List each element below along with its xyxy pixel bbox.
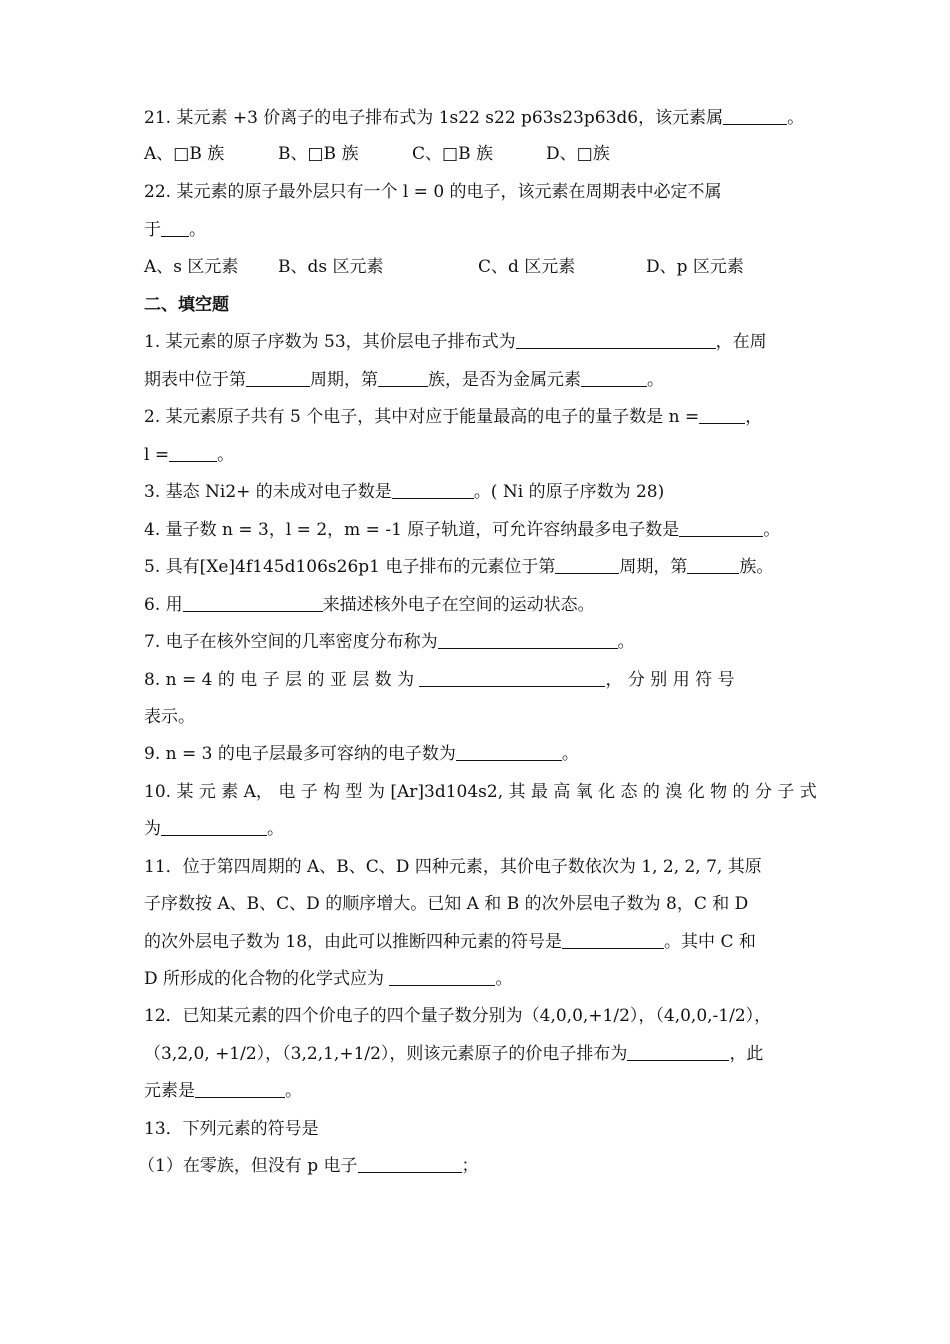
- question-21: [144, 106, 804, 130]
- punctuation: ；: [461, 1156, 479, 1176]
- option-b: B、ds 区元素: [278, 257, 384, 277]
- answer-blank[interactable]: [555, 555, 619, 574]
- punctuation: 。: [561, 744, 579, 764]
- question-12-line1: 12．已知某元素的四个价电子的四个量子数分别为（4,0,0,+1/2），（4,0,0,-1/2），: [144, 1006, 772, 1026]
- question-13-sub1: [138, 1154, 479, 1178]
- question-8-text: 8. n = 4 的 电 子 层 的 亚 层 数 为: [144, 670, 415, 690]
- answer-blank[interactable]: [169, 443, 217, 462]
- punctuation: 。: [495, 969, 513, 989]
- answer-blank[interactable]: [723, 106, 787, 125]
- text: 族。: [739, 557, 774, 577]
- text: D 所形成的化合物的化学式应为: [144, 969, 385, 989]
- text: 表示。: [144, 707, 195, 727]
- question-7: [144, 630, 635, 654]
- question-10-cont: [144, 817, 284, 841]
- section-heading: 二、填空题: [144, 295, 229, 315]
- punctuation: 。: [267, 819, 284, 839]
- question-1-text: 1. 某元素的原子序数为 53，其价层电子排布式为: [144, 332, 516, 352]
- text: （3,2,0, +1/2），（3,2,1,+1/2），则该元素原子的价电子排布为: [144, 1044, 628, 1064]
- question-1-text-end: ，在周: [715, 332, 767, 352]
- question-22: [144, 180, 722, 204]
- question-7-text: 7. 电子在核外空间的几率密度分布称为: [144, 632, 438, 652]
- question-5-text: 5. 具有[Xe]4f145d106s26p1 电子排布的元素位于第: [144, 557, 556, 577]
- option-c: C、d 区元素: [478, 257, 576, 277]
- punctuation: 。: [189, 220, 206, 240]
- question-6: [144, 593, 595, 617]
- answer-blank[interactable]: [389, 967, 495, 986]
- question-22-text: 22. 某元素的原子最外层只有一个 l = 0 的电子，该元素在周期表中必定不属: [144, 182, 722, 202]
- answer-blank[interactable]: [378, 368, 428, 387]
- question-10: [144, 780, 817, 804]
- question-13: 13．下列元素的符号是: [144, 1119, 319, 1139]
- option-b: B、□B 族: [278, 144, 359, 164]
- answer-blank[interactable]: [183, 593, 323, 612]
- question-21-options: [144, 142, 610, 166]
- question-4-text: 4. 量子数 n = 3，l = 2，m = -1 原子轨道，可允许容纳最多电子数是: [144, 520, 680, 540]
- answer-blank[interactable]: [581, 368, 647, 387]
- answer-blank[interactable]: [687, 555, 739, 574]
- text: 族，是否为金属元素: [428, 370, 581, 390]
- answer-blank[interactable]: [195, 1079, 285, 1098]
- question-3: [144, 480, 664, 504]
- question-11-line3: [144, 930, 756, 954]
- answer-blank[interactable]: [161, 817, 267, 836]
- option-c: C、□B 族: [412, 144, 493, 164]
- question-11-line4: [144, 967, 512, 991]
- answer-blank[interactable]: [392, 480, 474, 499]
- answer-blank[interactable]: [627, 1042, 729, 1061]
- question-1-cont: [144, 368, 664, 392]
- text: （1）在零族，但没有 p 电子: [138, 1156, 358, 1176]
- question-12-line2: [144, 1042, 763, 1066]
- text: l =: [144, 445, 170, 465]
- answer-blank[interactable]: [358, 1154, 462, 1173]
- question-8-text-end: ， 分 别 用 符 号: [605, 670, 735, 690]
- question-11-line1: 11．位于第四周期的 A、B、C、D 四种元素，其价电子数依次为 1, 2, 2, 7, 其原: [144, 857, 762, 877]
- text: 期表中位于第: [144, 370, 246, 390]
- text: 的次外层电子数为 18，由此可以推断四种元素的符号是: [144, 932, 563, 952]
- text: 周期，第: [619, 557, 688, 577]
- question-22-cont: [144, 218, 206, 242]
- question-9: [144, 742, 579, 766]
- answer-blank[interactable]: [161, 218, 189, 237]
- answer-blank[interactable]: [679, 518, 763, 537]
- answer-blank[interactable]: [246, 368, 310, 387]
- question-3-text: 3. 基态 Ni2+ 的未成对电子数是: [144, 482, 392, 502]
- text: 元素是: [144, 1081, 195, 1101]
- question-2-cont: [144, 443, 234, 467]
- answer-blank[interactable]: [419, 668, 605, 687]
- answer-blank[interactable]: [699, 405, 745, 424]
- punctuation: 。: [617, 632, 635, 652]
- punctuation: 。: [787, 108, 805, 128]
- punctuation: ，: [745, 407, 763, 427]
- answer-blank[interactable]: [438, 630, 618, 649]
- punctuation: 。: [285, 1081, 302, 1101]
- punctuation: 。: [763, 520, 781, 540]
- question-22-options: [144, 255, 744, 279]
- option-a: A、s 区元素: [144, 257, 239, 277]
- question-5: [144, 555, 773, 579]
- question-2-text: 2. 某元素原子共有 5 个电子，其中对应于能量最高的电子的量子数是 n =: [144, 407, 700, 427]
- question-2: [144, 405, 762, 429]
- question-8-cont: [144, 705, 195, 729]
- question-1: [144, 330, 767, 354]
- question-9-text: 9. n = 3 的电子层最多可容纳的电子数为: [144, 744, 456, 764]
- question-12-line3: [144, 1079, 302, 1103]
- question-10-text: 10. 某 元 素 A， 电 子 构 型 为 [Ar]3d104s2, 其 最 高 氧 化 态 的 溴 化 物 的 分 子 式: [144, 782, 817, 802]
- option-a: A、□B 族: [144, 144, 225, 164]
- question-6-text: 6. 用: [144, 595, 183, 615]
- question-3-text-end: 。( Ni 的原子序数为 28): [473, 482, 665, 502]
- question-11-line2: 子序数按 A、B、C、D 的顺序增大。已知 A 和 B 的次外层电子数为 8，C 和 D: [144, 894, 749, 914]
- punctuation: 。: [217, 445, 235, 465]
- text: 周期，第: [310, 370, 378, 390]
- text: 。其中 C 和: [664, 932, 756, 952]
- text: 为: [144, 819, 161, 839]
- question-8: [144, 668, 735, 692]
- option-d: D、p 区元素: [646, 257, 744, 277]
- text: ，此: [729, 1044, 764, 1064]
- punctuation: 。: [647, 370, 664, 390]
- question-22-text-cont: 于: [144, 220, 161, 240]
- question-21-text: 21. 某元素 +3 价离子的电子排布式为 1s22 s22 p63s23p63d6，该元素属: [144, 108, 724, 128]
- option-d: D、□族: [546, 144, 610, 164]
- answer-blank[interactable]: [456, 742, 562, 761]
- question-4: [144, 518, 780, 542]
- answer-blank[interactable]: [562, 930, 664, 949]
- question-6-text-end: 来描述核外电子在空间的运动状态。: [322, 595, 595, 615]
- answer-blank[interactable]: [516, 330, 716, 349]
